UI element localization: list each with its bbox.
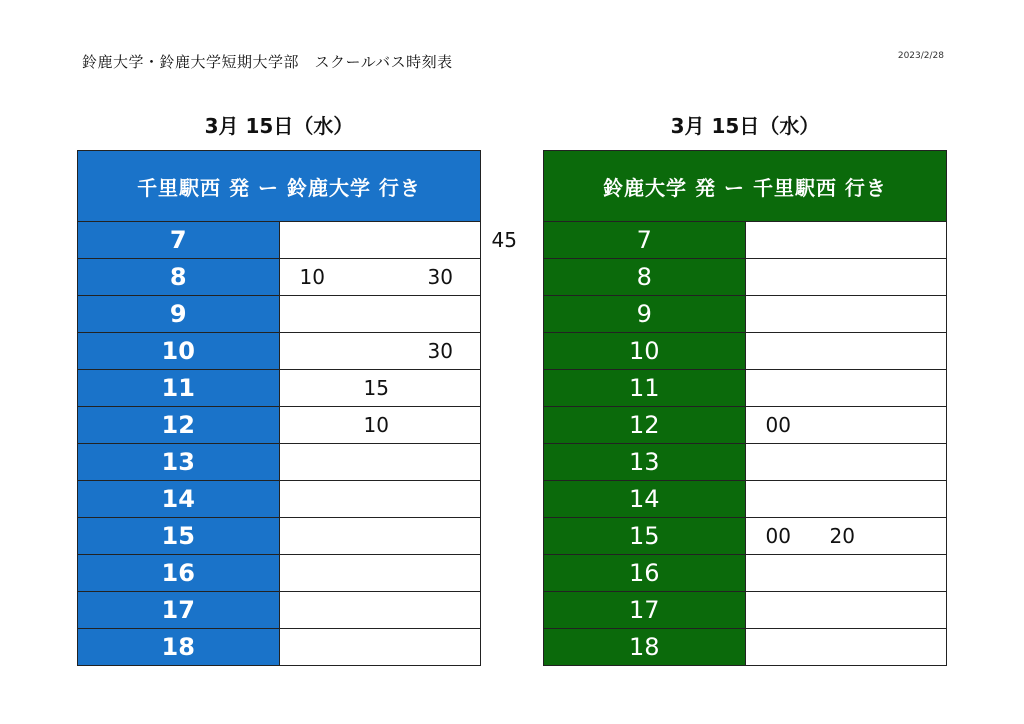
timetable-row: [544, 518, 947, 555]
hour-cell: 7: [544, 222, 746, 259]
timetable-row: [78, 222, 481, 259]
hour-cell: 17: [544, 592, 746, 629]
minutes-cell: [279, 592, 481, 629]
timetable-row: [78, 333, 481, 370]
service-date: 3月 15日（水）: [204, 114, 354, 138]
timetable-row: [78, 481, 481, 518]
timetable-row: [78, 518, 481, 555]
minutes-cell: [745, 407, 947, 444]
minutes-cell: [279, 407, 481, 444]
minutes-cell: [279, 370, 481, 407]
departure-minute: 10: [363, 413, 389, 437]
route-header: 鈴鹿大学 発 ー 千里駅西 行き: [544, 151, 947, 222]
timetable-panel-suzuka-to-senri: [543, 108, 947, 666]
hour-cell: 12: [544, 407, 746, 444]
minutes-cell: [745, 481, 947, 518]
hour-cell: 15: [78, 518, 280, 555]
timetable-row: [544, 592, 947, 629]
departure-minute: 00: [765, 413, 791, 437]
hour-cell: 18: [544, 629, 746, 666]
hour-cell: 14: [78, 481, 280, 518]
departure-minute: 00: [765, 524, 791, 548]
timetable-row: [544, 296, 947, 333]
timetable-row: [544, 555, 947, 592]
hour-cell: 14: [544, 481, 746, 518]
minutes-cell: [279, 555, 481, 592]
minutes-cell: [279, 296, 481, 333]
departure-minute: 45: [491, 228, 517, 252]
hour-cell: 11: [544, 370, 746, 407]
minutes-cell: [745, 296, 947, 333]
hour-cell: 16: [78, 555, 280, 592]
minutes-cell: [745, 518, 947, 555]
minutes-cell: [745, 222, 947, 259]
timetable-row: [78, 444, 481, 481]
timetable-row: [544, 259, 947, 296]
hour-cell: 9: [544, 296, 746, 333]
departure-minute: 30: [427, 265, 453, 289]
timetable-row: [544, 444, 947, 481]
timetable-row: [544, 370, 947, 407]
service-date: 3月 15日（水）: [670, 114, 820, 138]
timetable-row: [78, 407, 481, 444]
document-title: 鈴鹿大学・鈴鹿大学短期大学部 スクールバス時刻表: [82, 53, 453, 71]
timetable-row: [78, 592, 481, 629]
timetable-row: [78, 629, 481, 666]
timetable-row: [78, 296, 481, 333]
hour-cell: 8: [78, 259, 280, 296]
minutes-cell: [279, 629, 481, 666]
hour-cell: 11: [78, 370, 280, 407]
minutes-cell: [745, 629, 947, 666]
hour-cell: 18: [78, 629, 280, 666]
minutes-cell: [279, 444, 481, 481]
timetable-row: [544, 481, 947, 518]
minutes-cell: [745, 333, 947, 370]
hour-cell: 17: [78, 592, 280, 629]
minutes-cell: [279, 222, 517, 259]
minutes-cell: [279, 259, 481, 296]
timetable-row: [544, 407, 947, 444]
timetable-row: [544, 629, 947, 666]
minutes-cell: [279, 333, 481, 370]
timetable-row: [78, 555, 481, 592]
minutes-cell: [745, 259, 947, 296]
timetable: [77, 150, 517, 666]
hour-cell: 13: [78, 444, 280, 481]
timetable-row: [78, 259, 481, 296]
route-header: 千里駅西 発 ー 鈴鹿大学 行き: [78, 151, 481, 222]
departure-minute: 10: [299, 265, 325, 289]
hour-cell: 10: [544, 333, 746, 370]
hour-cell: 8: [544, 259, 746, 296]
hour-cell: 12: [78, 407, 280, 444]
timetable-panel-senri-to-suzuka: [77, 108, 517, 666]
hour-cell: 15: [544, 518, 746, 555]
minutes-cell: [745, 370, 947, 407]
minutes-cell: [745, 444, 947, 481]
departure-minute: 15: [363, 376, 389, 400]
hour-cell: 10: [78, 333, 280, 370]
departure-minute: 20: [829, 524, 855, 548]
minutes-cell: [279, 481, 481, 518]
timetable: [543, 150, 947, 666]
hour-cell: 9: [78, 296, 280, 333]
timetable-row: [544, 222, 947, 259]
hour-cell: 16: [544, 555, 746, 592]
minutes-cell: [279, 518, 481, 555]
document-date: 2023/2/28: [897, 51, 944, 61]
departure-minute: 30: [427, 339, 453, 363]
minutes-cell: [745, 555, 947, 592]
hour-cell: 7: [78, 222, 280, 259]
timetable-row: [544, 333, 947, 370]
hour-cell: 13: [544, 444, 746, 481]
timetable-row: [78, 370, 481, 407]
minutes-cell: [745, 592, 947, 629]
